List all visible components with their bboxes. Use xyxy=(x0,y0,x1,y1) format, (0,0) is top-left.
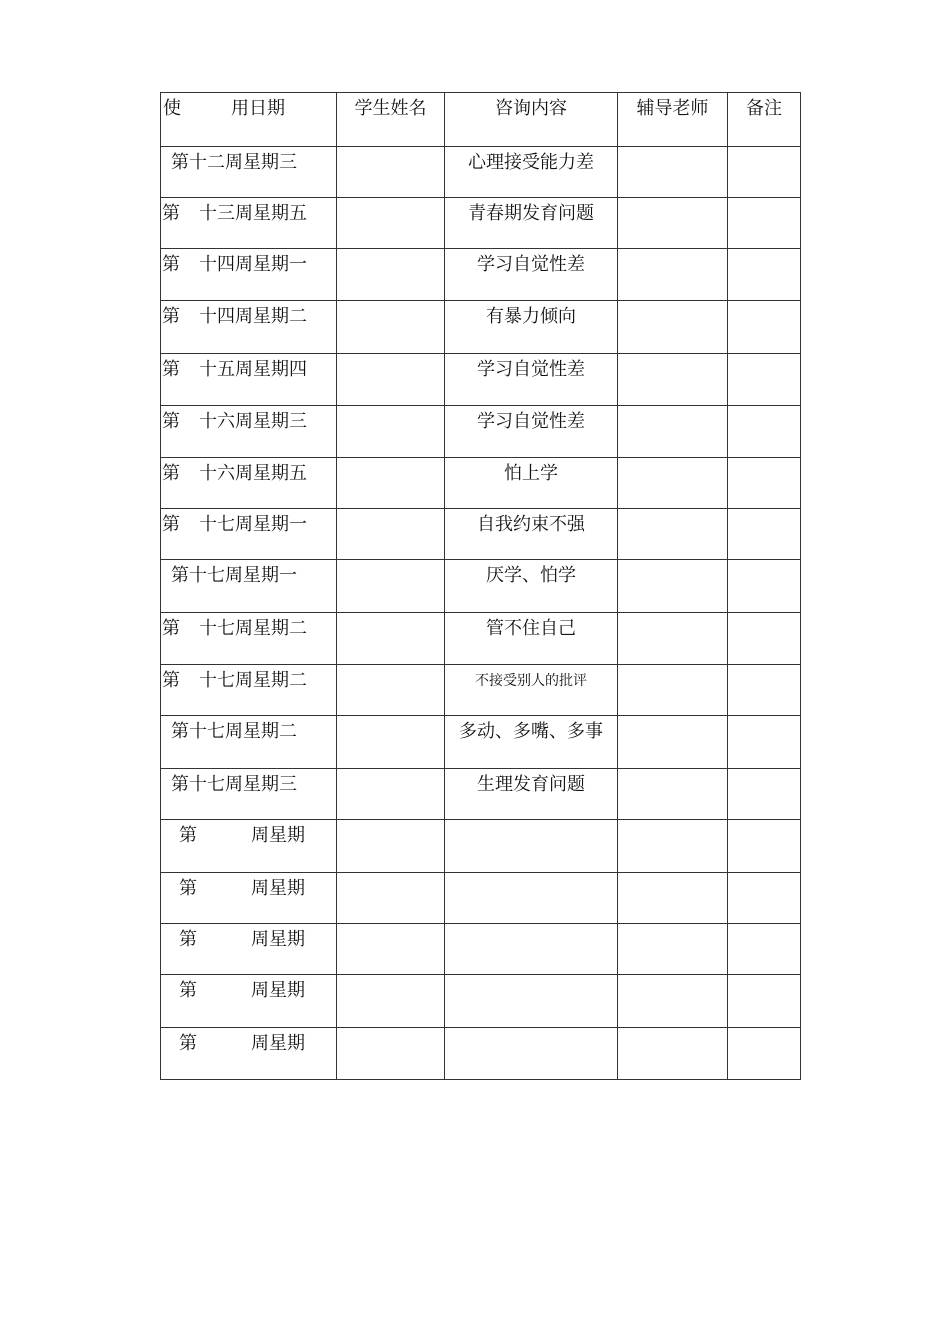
cell-teacher xyxy=(618,820,728,873)
cell-consult-content: 学习自觉性差 xyxy=(445,354,618,406)
cell-teacher xyxy=(618,198,728,249)
table-row xyxy=(161,873,801,924)
cell-date: 第十七周星期三 xyxy=(161,769,337,820)
table-row xyxy=(161,354,801,406)
cell-note xyxy=(728,1028,801,1080)
cell-date: 第 十七周星期一 xyxy=(161,509,337,560)
cell-student-name xyxy=(337,1028,445,1080)
cell-consult-content: 厌学、怕学 xyxy=(445,560,618,613)
cell-student-name xyxy=(337,406,445,458)
cell-teacher xyxy=(618,975,728,1028)
cell-student-name xyxy=(337,509,445,560)
cell-date: 第 周星期 xyxy=(161,1028,337,1080)
cell-student-name xyxy=(337,873,445,924)
cell-teacher xyxy=(618,716,728,769)
table-row xyxy=(161,613,801,665)
cell-teacher xyxy=(618,458,728,509)
cell-consult-content: 学习自觉性差 xyxy=(445,406,618,458)
table-row xyxy=(161,560,801,613)
table-row xyxy=(161,509,801,560)
cell-note xyxy=(728,198,801,249)
cell-student-name xyxy=(337,769,445,820)
cell-date: 第十七周星期一 xyxy=(161,560,337,613)
cell-note xyxy=(728,924,801,975)
cell-student-name xyxy=(337,665,445,716)
table-row xyxy=(161,301,801,354)
cell-teacher xyxy=(618,301,728,354)
cell-student-name xyxy=(337,613,445,665)
cell-consult-content: 学习自觉性差 xyxy=(445,249,618,301)
cell-student-name xyxy=(337,975,445,1028)
cell-student-name xyxy=(337,820,445,873)
cell-teacher xyxy=(618,406,728,458)
cell-date: 第 周星期 xyxy=(161,873,337,924)
cell-note xyxy=(728,560,801,613)
cell-consult-content: 生理发育问题 xyxy=(445,769,618,820)
cell-teacher xyxy=(618,873,728,924)
cell-consult-content: 管不住自己 xyxy=(445,613,618,665)
cell-note xyxy=(728,354,801,406)
cell-note xyxy=(728,458,801,509)
cell-date: 第 周星期 xyxy=(161,924,337,975)
cell-student-name xyxy=(337,354,445,406)
cell-student-name xyxy=(337,716,445,769)
cell-student-name xyxy=(337,249,445,301)
cell-teacher xyxy=(618,924,728,975)
cell-note xyxy=(728,301,801,354)
cell-note xyxy=(728,147,801,198)
cell-date: 第十七周星期二 xyxy=(161,716,337,769)
cell-teacher xyxy=(618,613,728,665)
table-row xyxy=(161,198,801,249)
cell-date: 第 十七周星期二 xyxy=(161,665,337,716)
cell-date: 第 十五周星期四 xyxy=(161,354,337,406)
cell-consult-content: 多动、多嘴、多事 xyxy=(445,716,618,769)
cell-date: 第 周星期 xyxy=(161,975,337,1028)
cell-consult-content: 不接受别人的批评 xyxy=(445,665,618,716)
cell-student-name xyxy=(337,560,445,613)
cell-date: 第 十四周星期二 xyxy=(161,301,337,354)
cell-consult-content: 青春期发育问题 xyxy=(445,198,618,249)
table-row xyxy=(161,1028,801,1080)
table-row xyxy=(161,458,801,509)
table-body xyxy=(161,147,801,1080)
counseling-log-table xyxy=(160,92,801,1080)
cell-teacher xyxy=(618,665,728,716)
cell-note xyxy=(728,665,801,716)
table-row xyxy=(161,820,801,873)
cell-consult-content xyxy=(445,1028,618,1080)
cell-note xyxy=(728,820,801,873)
table-row xyxy=(161,665,801,716)
table-row xyxy=(161,924,801,975)
cell-consult-content xyxy=(445,820,618,873)
cell-date: 第 十三周星期五 xyxy=(161,198,337,249)
cell-note xyxy=(728,509,801,560)
cell-teacher xyxy=(618,147,728,198)
cell-consult-content: 自我约束不强 xyxy=(445,509,618,560)
cell-note xyxy=(728,716,801,769)
cell-student-name xyxy=(337,301,445,354)
header-student-name: 学生姓名 xyxy=(337,93,445,147)
cell-student-name xyxy=(337,198,445,249)
cell-date: 第 十四周星期一 xyxy=(161,249,337,301)
table-row xyxy=(161,975,801,1028)
cell-student-name xyxy=(337,458,445,509)
cell-teacher xyxy=(618,509,728,560)
header-teacher: 辅导老师 xyxy=(618,93,728,147)
header-note: 备注 xyxy=(728,93,801,147)
cell-note xyxy=(728,249,801,301)
table-row xyxy=(161,147,801,198)
cell-date: 第 十六周星期五 xyxy=(161,458,337,509)
cell-teacher xyxy=(618,249,728,301)
cell-consult-content xyxy=(445,924,618,975)
cell-date: 第 周星期 xyxy=(161,820,337,873)
cell-consult-content: 心理接受能力差 xyxy=(445,147,618,198)
table-row xyxy=(161,769,801,820)
cell-consult-content: 有暴力倾向 xyxy=(445,301,618,354)
cell-note xyxy=(728,873,801,924)
cell-date: 第十二周星期三 xyxy=(161,147,337,198)
cell-note xyxy=(728,975,801,1028)
table-row xyxy=(161,406,801,458)
cell-consult-content xyxy=(445,873,618,924)
cell-note xyxy=(728,769,801,820)
cell-note xyxy=(728,613,801,665)
header-consult-content: 咨询内容 xyxy=(445,93,618,147)
cell-note xyxy=(728,406,801,458)
cell-student-name xyxy=(337,147,445,198)
table-row xyxy=(161,249,801,301)
cell-consult-content: 怕上学 xyxy=(445,458,618,509)
table-row xyxy=(161,716,801,769)
cell-date: 第 十六周星期三 xyxy=(161,406,337,458)
cell-teacher xyxy=(618,560,728,613)
cell-student-name xyxy=(337,924,445,975)
cell-teacher xyxy=(618,354,728,406)
cell-consult-content xyxy=(445,975,618,1028)
header-date: 使 用日期 xyxy=(161,93,337,147)
table-header-row xyxy=(161,93,801,147)
cell-teacher xyxy=(618,1028,728,1080)
cell-teacher xyxy=(618,769,728,820)
cell-date: 第 十七周星期二 xyxy=(161,613,337,665)
